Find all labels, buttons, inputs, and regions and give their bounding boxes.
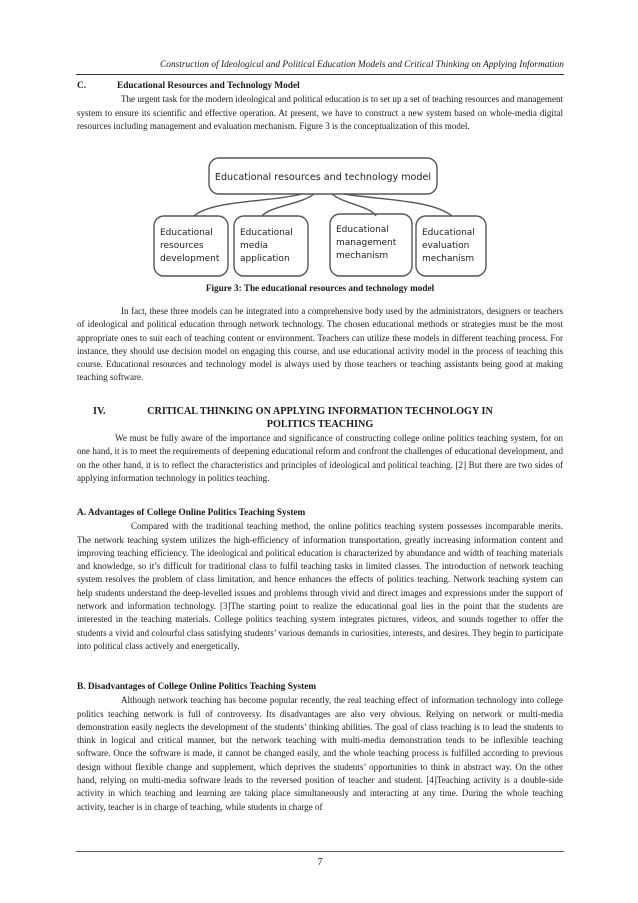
section-c-heading: [77, 80, 563, 93]
section-b: [77, 681, 563, 814]
section-iv-number: IV.: [93, 406, 106, 417]
diagram-connector: [344, 194, 452, 216]
figure-3-diagram: [152, 156, 488, 280]
diagram-child-label: evaluation: [422, 241, 470, 251]
diagram-child-label: resources: [160, 241, 204, 251]
figure-3-caption: Figure 3: The educational resources and technology model: [205, 283, 435, 293]
section-c-paragraph: The urgent task for the modern ideological and political education is to set up a set of teaching resources and management system to ensure its scientific and effective operation. At present, we have to construct a new system based on whole-media digital resources including management and evaluation mechanism. Figure 3 is the conceptualization of this model.: [77, 94, 563, 131]
section-iv-heading: [77, 405, 563, 431]
section-a-paragraph: Compared with the traditional teaching method, the online politics teaching system possesses incomparable merits. The network teaching system utilizes the high-efficiency of information transportation, greatly increasing information content and improving teaching efficiency. The ideological and political education is characterized by abundance and width of teaching materials and knowledge, so it’s difficult for traditional class to fulfil teaching tasks in limited classes. The introduction of network teaching system resolves the problem of class limitation, and hence enhances the effects of politics teaching. Network teaching system can help students understand the deep-levelled issues and problems through vivid and direct images and expressions under the support of network and information technology. [3]The starting point to realize the educational goal lies in the point that the students are interested in the teaching materials. College politics teaching system integrates pictures, videos, and sounds together to offer the students a vivid and colourful class satisfying students’ various demands in curiosities, interests, and desires. They begin to participate into political class actively and energetically.: [77, 521, 563, 651]
running-header: Construction of Ideological and Political Education Models and Critical Thinking on Applying Information: [160, 60, 564, 70]
diagram-child-label: Educational: [240, 228, 293, 238]
integration-paragraph: In fact, these three models can be integrated into a comprehensive body used by the administrators, designers or teachers of ideological and political education through network technology. The chosen educational methods or strategies must be the most appropriate ones to suit each of teaching content or environment. Teachers can utilize these models in different teaching process. For instance, they should use decision model on engaging this course, and use educational activity model in the process of teaching this course. Educational resources and technology model is always used by those teachers or teaching assistants being good at making teaching software.: [77, 306, 563, 383]
section-iv-title-line2: POLITICS TEACHING: [266, 419, 374, 430]
section-c: [77, 80, 563, 133]
section-b-title: B. Disadvantages of College Online Politics Teaching System: [77, 682, 317, 692]
diagram-child-label: development: [160, 254, 220, 264]
diagram-root-label: Educational resources and technology model: [214, 172, 432, 183]
section-c-letter: C.: [77, 81, 87, 91]
section-b-paragraph: Although network teaching has become popular recently, the real teaching effect of information technology into college politics teaching network is full of controversy. Its disadvantages are also very obvious. Relying on network or multi-media demonstration easily neglects the development of the students’ thinking abilities. The goal of class teaching is to lead the students to think in logical and critical manner, but the network teaching with multi-media demonstration tends to be inflexible teaching software. Once the software is made, it cannot be changed easily, and the whole teaching process is fulfilled according to previous design without flexible change and supplement, which deprives the students’ opportunities to think in abstract way. On the other hand, relying on multi-media software leads to the reversed position of teacher and student. [4]Teaching activity is a double-side activity in which teaching and learning are taking place simultaneously and interacting at any time. During the whole teaching activity, teacher is in charge of teaching, while students in charge of: [77, 695, 563, 812]
paragraph-after-figure: [77, 305, 563, 385]
section-a: [77, 507, 563, 653]
section-iv-title-line1: CRITICAL THINKING ON APPLYING INFORMATION TECHNOLOGY IN: [147, 406, 493, 417]
diagram-child-label: Educational: [160, 228, 213, 238]
section-c-title: Educational Resources and Technology Model: [117, 81, 300, 91]
header-rule: [76, 74, 564, 75]
diagram-child-label: Educational: [336, 225, 389, 235]
diagram-child-label: mechanism: [336, 251, 389, 261]
diagram-child-label: management: [336, 238, 397, 248]
footer-rule: [76, 851, 564, 852]
section-iv-body: [77, 432, 563, 485]
section-a-title: A. Advantages of College Online Politics Teaching System: [77, 508, 306, 518]
diagram-child-label: mechanism: [422, 254, 475, 264]
page-number: 7: [317, 857, 323, 868]
diagram-child-label: media: [240, 241, 269, 251]
diagram-child-label: Educational: [422, 228, 475, 238]
section-iv-paragraph: We must be fully aware of the importance and significance of constructing college online politics teaching system, for on one hand, it is to meet the requirements of deepening educational reform and confront the challenges of educational development, and on the other hand, it is to reflect the characteristics and principles of ideological and political teaching. [2] But there are two sides of applying information technology in politics teaching.: [77, 433, 563, 483]
diagram-child-label: application: [240, 254, 290, 264]
